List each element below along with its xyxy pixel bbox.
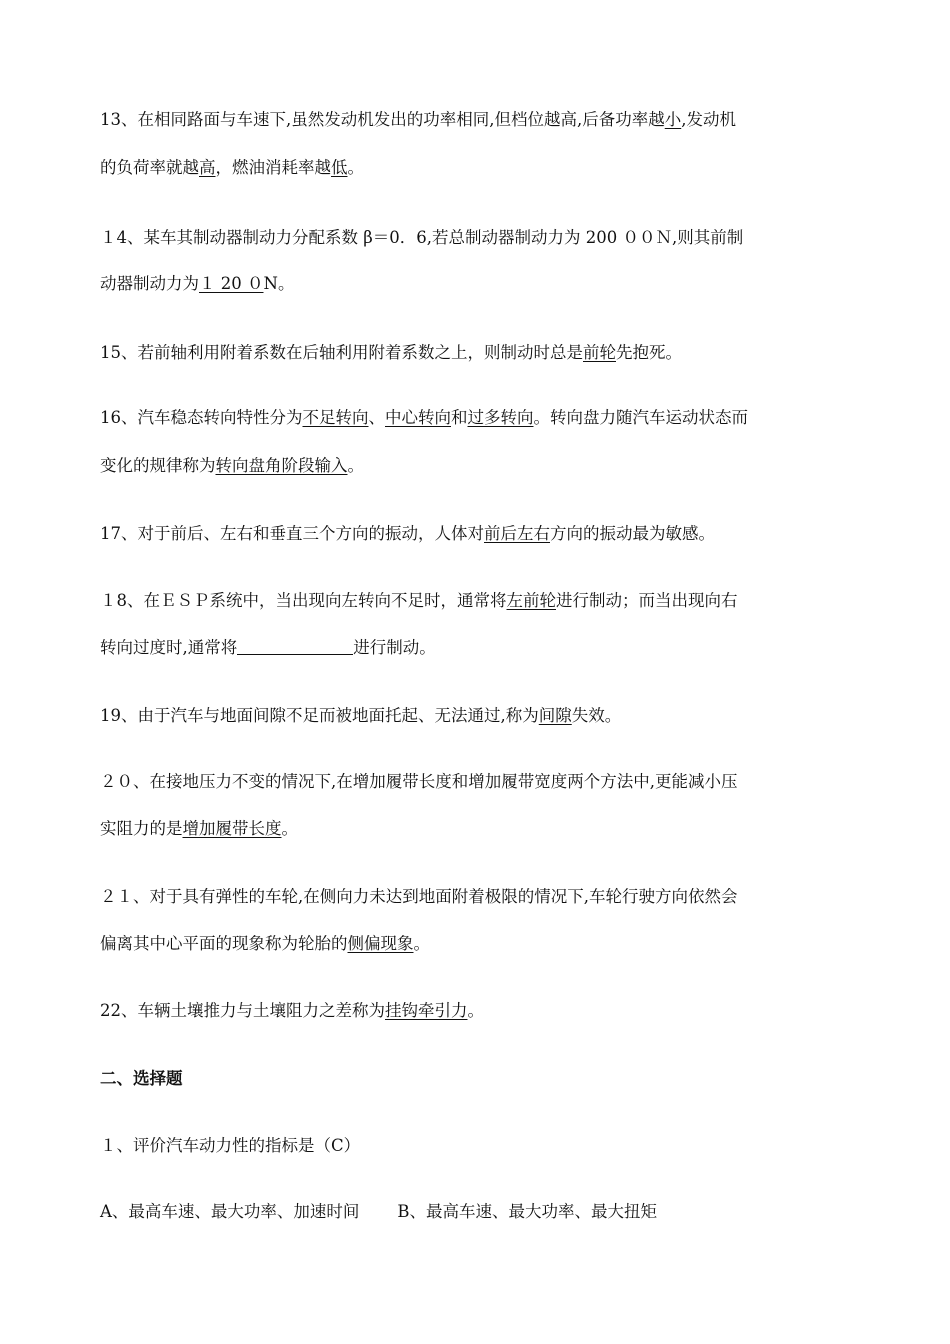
q18-line-1: １8、在ＥＳＰ系统中，当出现向左转向不足时，通常将左前轮进行制动；而当出现向右 xyxy=(100,591,738,610)
q15-line: 15、若前轴利用附着系数在后轴利用附着系数之上，则制动时总是前轮先抱死。 xyxy=(100,343,682,362)
q21-line-1: ２１、对于具有弹性的车轮,在侧向力未达到地面附着极限的情况下,车轮行驶方向依然会 xyxy=(100,887,738,906)
q13-line-1: 13、在相同路面与车速下,虽然发动机发出的功率相同,但档位越高,后备功率越小,发动机 xyxy=(100,110,736,129)
q14-line-1: １4、某车其制动器制动力分配系数 β＝0．6,若总制动器制动力为 200 ００Ｎ,则其前制 xyxy=(100,228,744,247)
q18-line-2: 转向过度时,通常将 进行制动。 xyxy=(100,638,436,657)
section-heading: 二、选择题 xyxy=(100,1069,183,1088)
answer-q18: 左前轮 xyxy=(506,591,556,610)
answer-q15: 前轮 xyxy=(583,343,616,362)
answer-q13-2: 高 xyxy=(199,158,216,177)
answer-q14: １ 20 ０ xyxy=(199,274,264,293)
answer-q20: 增加履带长度 xyxy=(182,819,282,838)
option-a: A、最高车速、最大功率、加速时间 xyxy=(100,1202,360,1221)
answer-q16-1: 不足转向 xyxy=(302,408,369,427)
option-b: B、最高车速、最大功率、最大扭矩 xyxy=(397,1202,658,1221)
answer-q16-3: 过多转向 xyxy=(467,408,534,427)
answer-q17: 前后左右 xyxy=(484,524,550,543)
answer-q16-2: 中心转向 xyxy=(385,408,451,427)
mc-q1-options xyxy=(100,1200,860,1224)
mc-q1: １、评价汽车动力性的指标是（C） xyxy=(100,1136,361,1155)
q17-line: 17、对于前后、左右和垂直三个方向的振动，人体对前后左右方向的振动最为敏感。 xyxy=(100,524,715,543)
answer-q13-3: 低 xyxy=(331,158,348,177)
q14-line-2: 动器制动力为１ 20 ０N。 xyxy=(100,274,295,293)
q22-line: 22、车辆土壤推力与土壤阻力之差称为挂钩牵引力。 xyxy=(100,1001,484,1020)
q21-line-2: 偏离其中心平面的现象称为轮胎的侧偏现象。 xyxy=(100,934,430,953)
q19-line: 19、由于汽车与地面间隙不足而被地面托起、无法通过,称为间隙失效。 xyxy=(100,706,622,725)
q13-line-2: 的负荷率就越高，燃油消耗率越低。 xyxy=(100,158,364,177)
answer-q19: 间隙 xyxy=(538,706,572,725)
q16-line-1: 16、汽车稳态转向特性分为不足转向、中心转向和过多转向。转向盘力随汽车运动状态而 xyxy=(100,408,748,427)
answer-q16-4: 转向盘角阶段输入 xyxy=(215,456,348,475)
q20-line-1: ２０、在接地压力不变的情况下,在增加履带长度和增加履带宽度两个方法中,更能减小压 xyxy=(100,772,738,791)
q16-line-2: 变化的规律称为转向盘角阶段输入。 xyxy=(100,456,364,475)
answer-q22: 挂钩牵引力 xyxy=(385,1001,468,1020)
answer-q21: 侧偏现象 xyxy=(347,934,414,953)
answer-q13-1: 小 xyxy=(664,110,682,129)
answer-blank-q18 xyxy=(237,636,353,655)
q20-line-2: 实阻力的是增加履带长度。 xyxy=(100,819,298,838)
